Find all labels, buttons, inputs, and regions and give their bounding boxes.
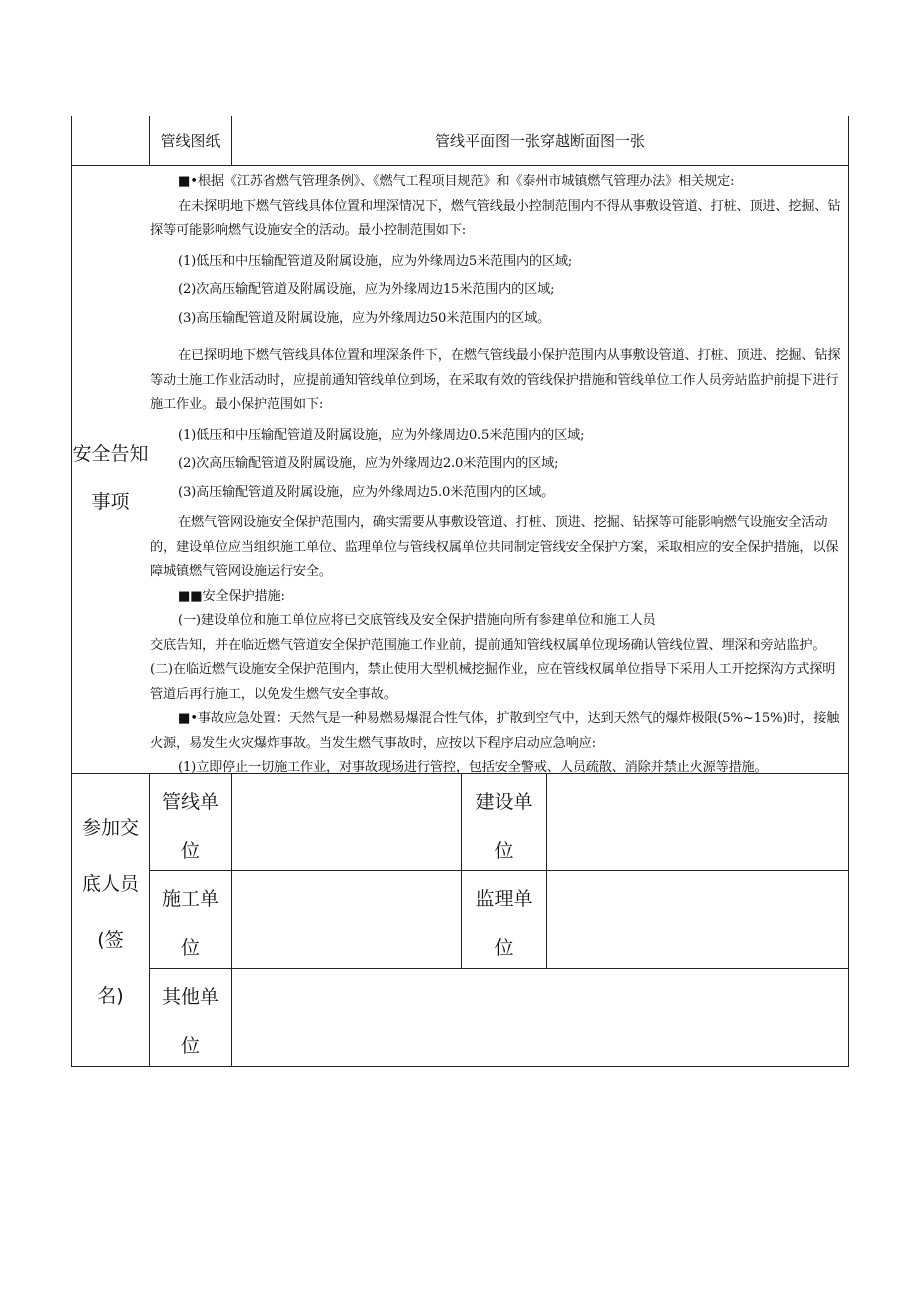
- contractor-unit-label: [150, 871, 231, 968]
- other-unit-label: [150, 969, 231, 1066]
- signature-group-label-line: 底人员: [81, 873, 139, 895]
- signature-group-label-line: 名): [97, 985, 124, 1007]
- notice-paragraph: 在已探明地下燃气管线具体位置和埋深条件下，在燃气管线最小保护范围内从事敷设管道、打桩、顶进、挖掘、钻探等动土施工作业活动时，应提前通知管线单位到场，在采取有效的管线保护措施和管线单位工作人员旁站监护前提下进行施工作业。最小保护范围如下:: [150, 348, 841, 412]
- contractor-unit-label-line1: 施工单: [161, 888, 219, 910]
- signature-group-label-line: 参加交: [81, 817, 139, 839]
- pipeline-unit-label-line1: 管线单: [161, 791, 219, 813]
- pipeline-unit-label-line2: 位: [180, 840, 200, 862]
- row-divider: [71, 165, 849, 166]
- contractor-unit-signature[interactable]: [232, 871, 461, 968]
- signature-group-label-line: (签: [97, 929, 124, 951]
- other-unit-label-line1: 其他单: [161, 986, 219, 1008]
- table-right-border: [848, 116, 849, 1067]
- table-bottom-border: [71, 1066, 849, 1067]
- signature-group-label: [72, 800, 149, 1040]
- other-unit-signature[interactable]: [232, 969, 848, 1066]
- construction-owner-label: [462, 774, 546, 870]
- notice-paragraph-intro: ■•根据《江苏省燃气管理条例》、《燃气工程项目规范》和《泰州市城镇燃气管理办法》相关规定:: [178, 174, 735, 189]
- pipeline-unit-label: [150, 774, 231, 870]
- notice-section-heading: ■■安全保护措施:: [178, 588, 285, 604]
- other-unit-label-line2: 位: [180, 1035, 200, 1057]
- construction-owner-label-line1: 建设单: [475, 791, 533, 813]
- notice-list-item: (1)低压和中压输配管道及附属设施，应为外缘周边0.5米范围内的区域;: [178, 427, 585, 443]
- supervisor-unit-signature[interactable]: [547, 871, 848, 968]
- drawing-content: 管线平面图一张穿越断面图一张: [434, 132, 645, 150]
- notice-list-item: (1)低压和中压输配管道及附属设施，应为外缘周边5米范围内的区域;: [178, 253, 573, 269]
- notice-list-item: (1)立即停止一切施工作业，对事故现场进行管控，包括安全警戒、人员疏散、消除并禁止火源等措施。: [178, 760, 768, 775]
- supervisor-unit-label: [462, 871, 546, 968]
- supervisor-unit-label-line1: 监理单: [475, 888, 533, 910]
- notice-list-item: (2)次高压输配管道及附属设施，应为外缘周边15米范围内的区域;: [178, 282, 555, 297]
- pipeline-unit-signature[interactable]: [232, 774, 461, 870]
- supervisor-unit-label-line2: 位: [494, 937, 514, 959]
- contractor-unit-label-line2: 位: [180, 937, 200, 959]
- safety-notice-label: [72, 428, 149, 528]
- notice-list-item: (3)高压输配管道及附属设施，应为外缘周边5.0米范围内的区域。: [178, 484, 555, 500]
- safety-notice-content: [150, 170, 846, 775]
- drawing-label: 管线图纸: [160, 132, 221, 150]
- notice-list-item: (2)次高压输配管道及附属设施，应为外缘周边2.0米范围内的区域;: [178, 456, 559, 471]
- notice-paragraph: 在燃气管网设施安全保护范围内，确实需要从事敷设管道、打桩、顶进、挖掘、钻探等可能影响燃气设施安全活动的，建设单位应当组织施工单位、监理单位与管线权属单位共同制定管线安全保护方案，采取相应的安全保护措施，以保障城镇燃气管网设施运行安全。: [150, 515, 839, 579]
- safety-notice-label-line1: 安全告知: [72, 443, 149, 465]
- notice-list-item: (3)高压输配管道及附属设施，应为外缘周边50米范围内的区域。: [178, 310, 551, 326]
- notice-paragraph: 在未探明地下燃气管线具体位置和埋深情况下，燃气管线最小控制范围内不得从事敷设管道、打桩、顶进、挖掘、钻探等可能影响燃气设施安全的活动。最小控制范围如下:: [150, 198, 841, 238]
- notice-paragraph: ■•事故应急处置：天然气是一种易燃易爆混合性气体，扩散到空气中，达到天然气的爆炸极限(5%~15%)时，接触火源，易发生火灾爆炸事故。当发生燃气事故时，应按以下程序启动应急响应:: [150, 711, 840, 751]
- construction-owner-signature[interactable]: [547, 774, 848, 870]
- construction-owner-label-line2: 位: [494, 840, 514, 862]
- notice-paragraph: 交底告知，并在临近燃气管道安全保护范围施工作业前，提前通知管线权属单位现场确认管线位置、埋深和旁站监护。(二)在临近燃气设施安全保护范围内，禁止使用大型机械挖掘作业，应在管线权属单位指导下采用人工开挖探沟方式探明管道后再行施工，以免发生燃气安全事故。: [150, 637, 836, 702]
- notice-paragraph: (一)建设单位和施工单位应将已交底管线及安全保护措施向所有参建单位和施工人员: [178, 613, 656, 628]
- safety-notice-label-line2: 事项: [91, 491, 130, 513]
